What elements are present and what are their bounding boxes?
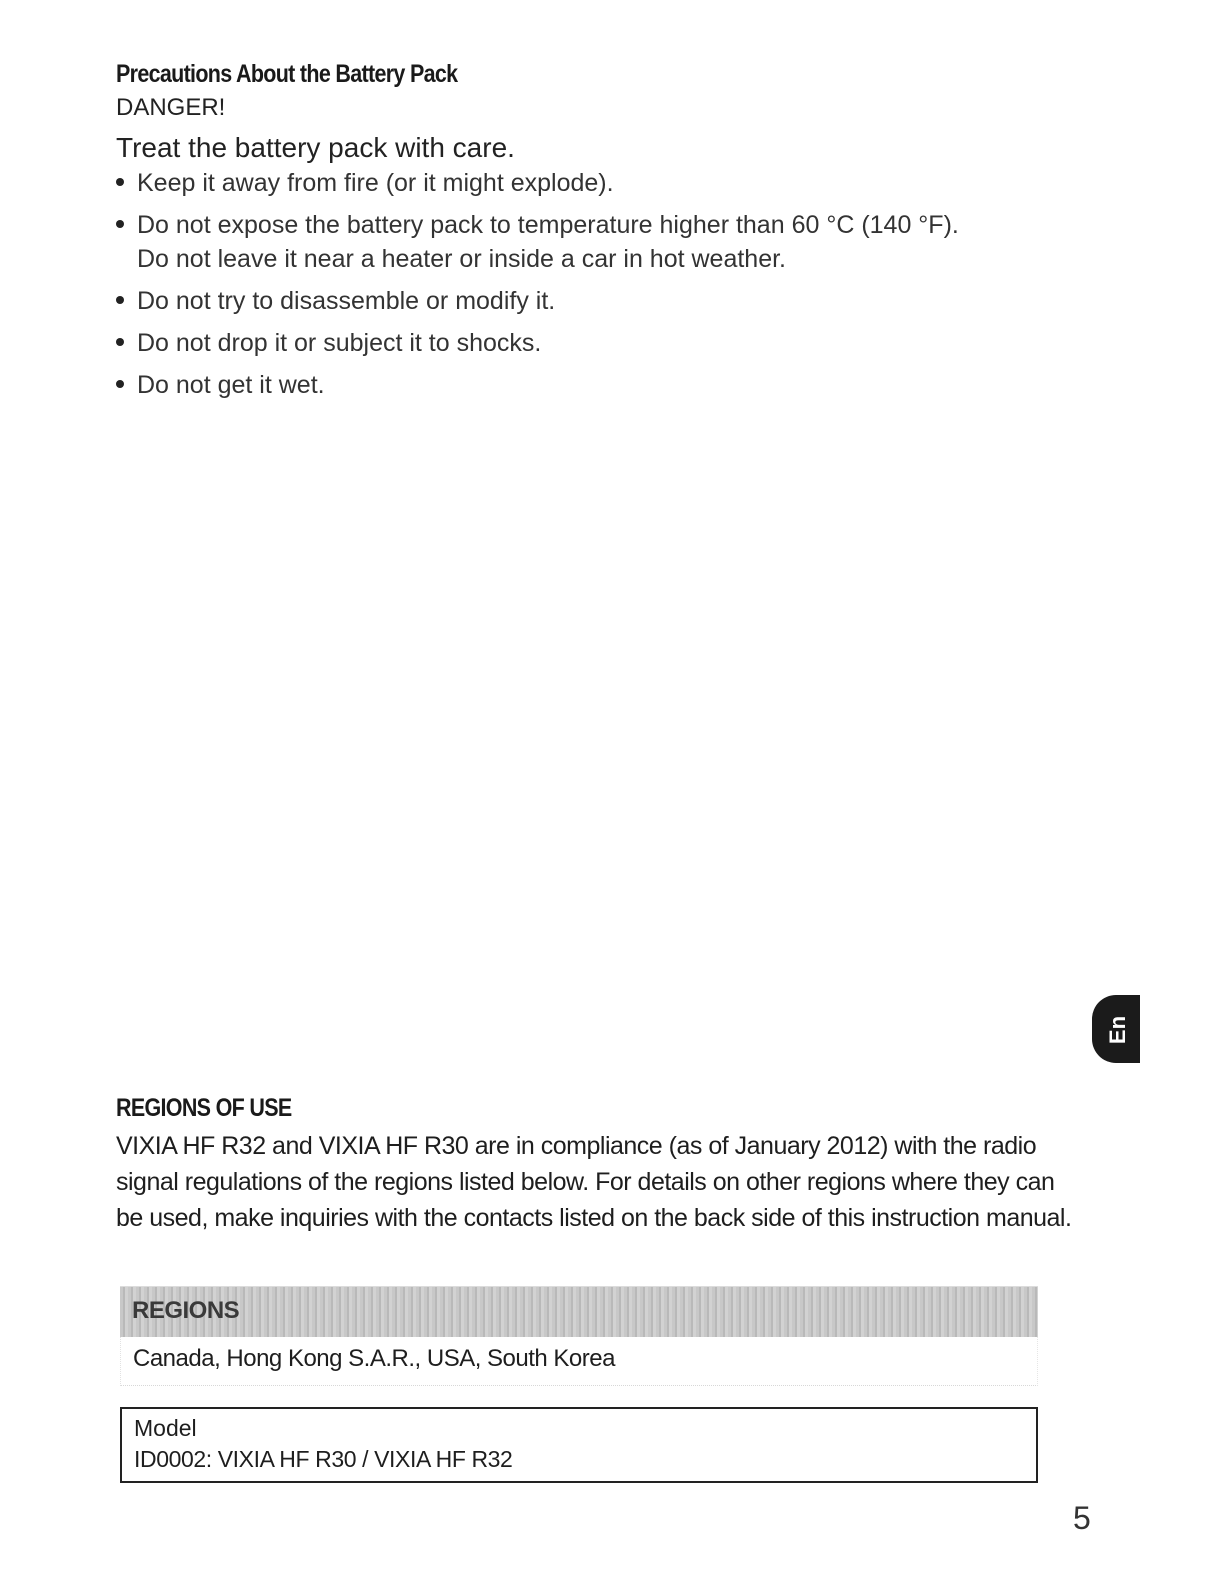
bullet-text-continued: Do not leave it near a heater or inside a car in hot weather. <box>137 245 786 273</box>
regions-table <box>120 1286 1038 1386</box>
battery-precaution-list <box>116 166 1066 410</box>
regions-table-header <box>120 1286 1038 1337</box>
regions-table-row <box>120 1337 1038 1386</box>
faint-tab-mark <box>1098 1274 1128 1300</box>
model-box <box>120 1407 1038 1483</box>
language-tab-label: En <box>1105 1015 1130 1045</box>
bullet-text: Do not expose the battery pack to temperature higher than 60 °C (140 °F). <box>137 211 959 239</box>
bullet-text: Keep it away from fire (or it might explode). <box>137 169 614 197</box>
bullet-icon <box>116 296 124 304</box>
list-item <box>116 326 1066 360</box>
regions-paragraph: VIXIA HF R32 and VIXIA HF R30 are in compliance (as of January 2012) with the radio signal regulations of the regions listed below. For details on other regions where they can be used, make inquiries with the contacts listed on the back side of this instruction manual. <box>116 1132 1072 1232</box>
bullet-text: Do not get it wet. <box>137 371 325 399</box>
regions-of-use-title: REGIONS OF USE <box>116 1094 292 1122</box>
bullet-icon <box>116 178 124 186</box>
bullet-icon <box>116 220 124 228</box>
regions-value: Canada, Hong Kong S.A.R., USA, South Korea <box>133 1345 615 1372</box>
list-item <box>116 208 1066 276</box>
page-number: 5 <box>1073 1500 1091 1536</box>
bullet-text: Do not drop it or subject it to shocks. <box>137 329 542 357</box>
bullet-icon <box>116 380 124 388</box>
model-label: Model <box>134 1415 197 1441</box>
language-tab <box>1092 995 1140 1063</box>
battery-precautions-title: Precautions About the Battery Pack <box>116 60 458 88</box>
model-text: ID0002: VIXIA HF R30 / VIXIA HF R32 <box>134 1446 513 1472</box>
list-item <box>116 368 1066 402</box>
list-item <box>116 166 1066 200</box>
bullet-text: Do not try to disassemble or modify it. <box>137 287 556 315</box>
bullet-icon <box>116 338 124 346</box>
list-item <box>116 284 1066 318</box>
battery-care-heading: Treat the battery pack with care. <box>116 132 515 163</box>
regions-header-label: REGIONS <box>132 1297 240 1324</box>
danger-label: DANGER! <box>116 94 226 121</box>
faint-tab-mark <box>1098 1150 1128 1176</box>
